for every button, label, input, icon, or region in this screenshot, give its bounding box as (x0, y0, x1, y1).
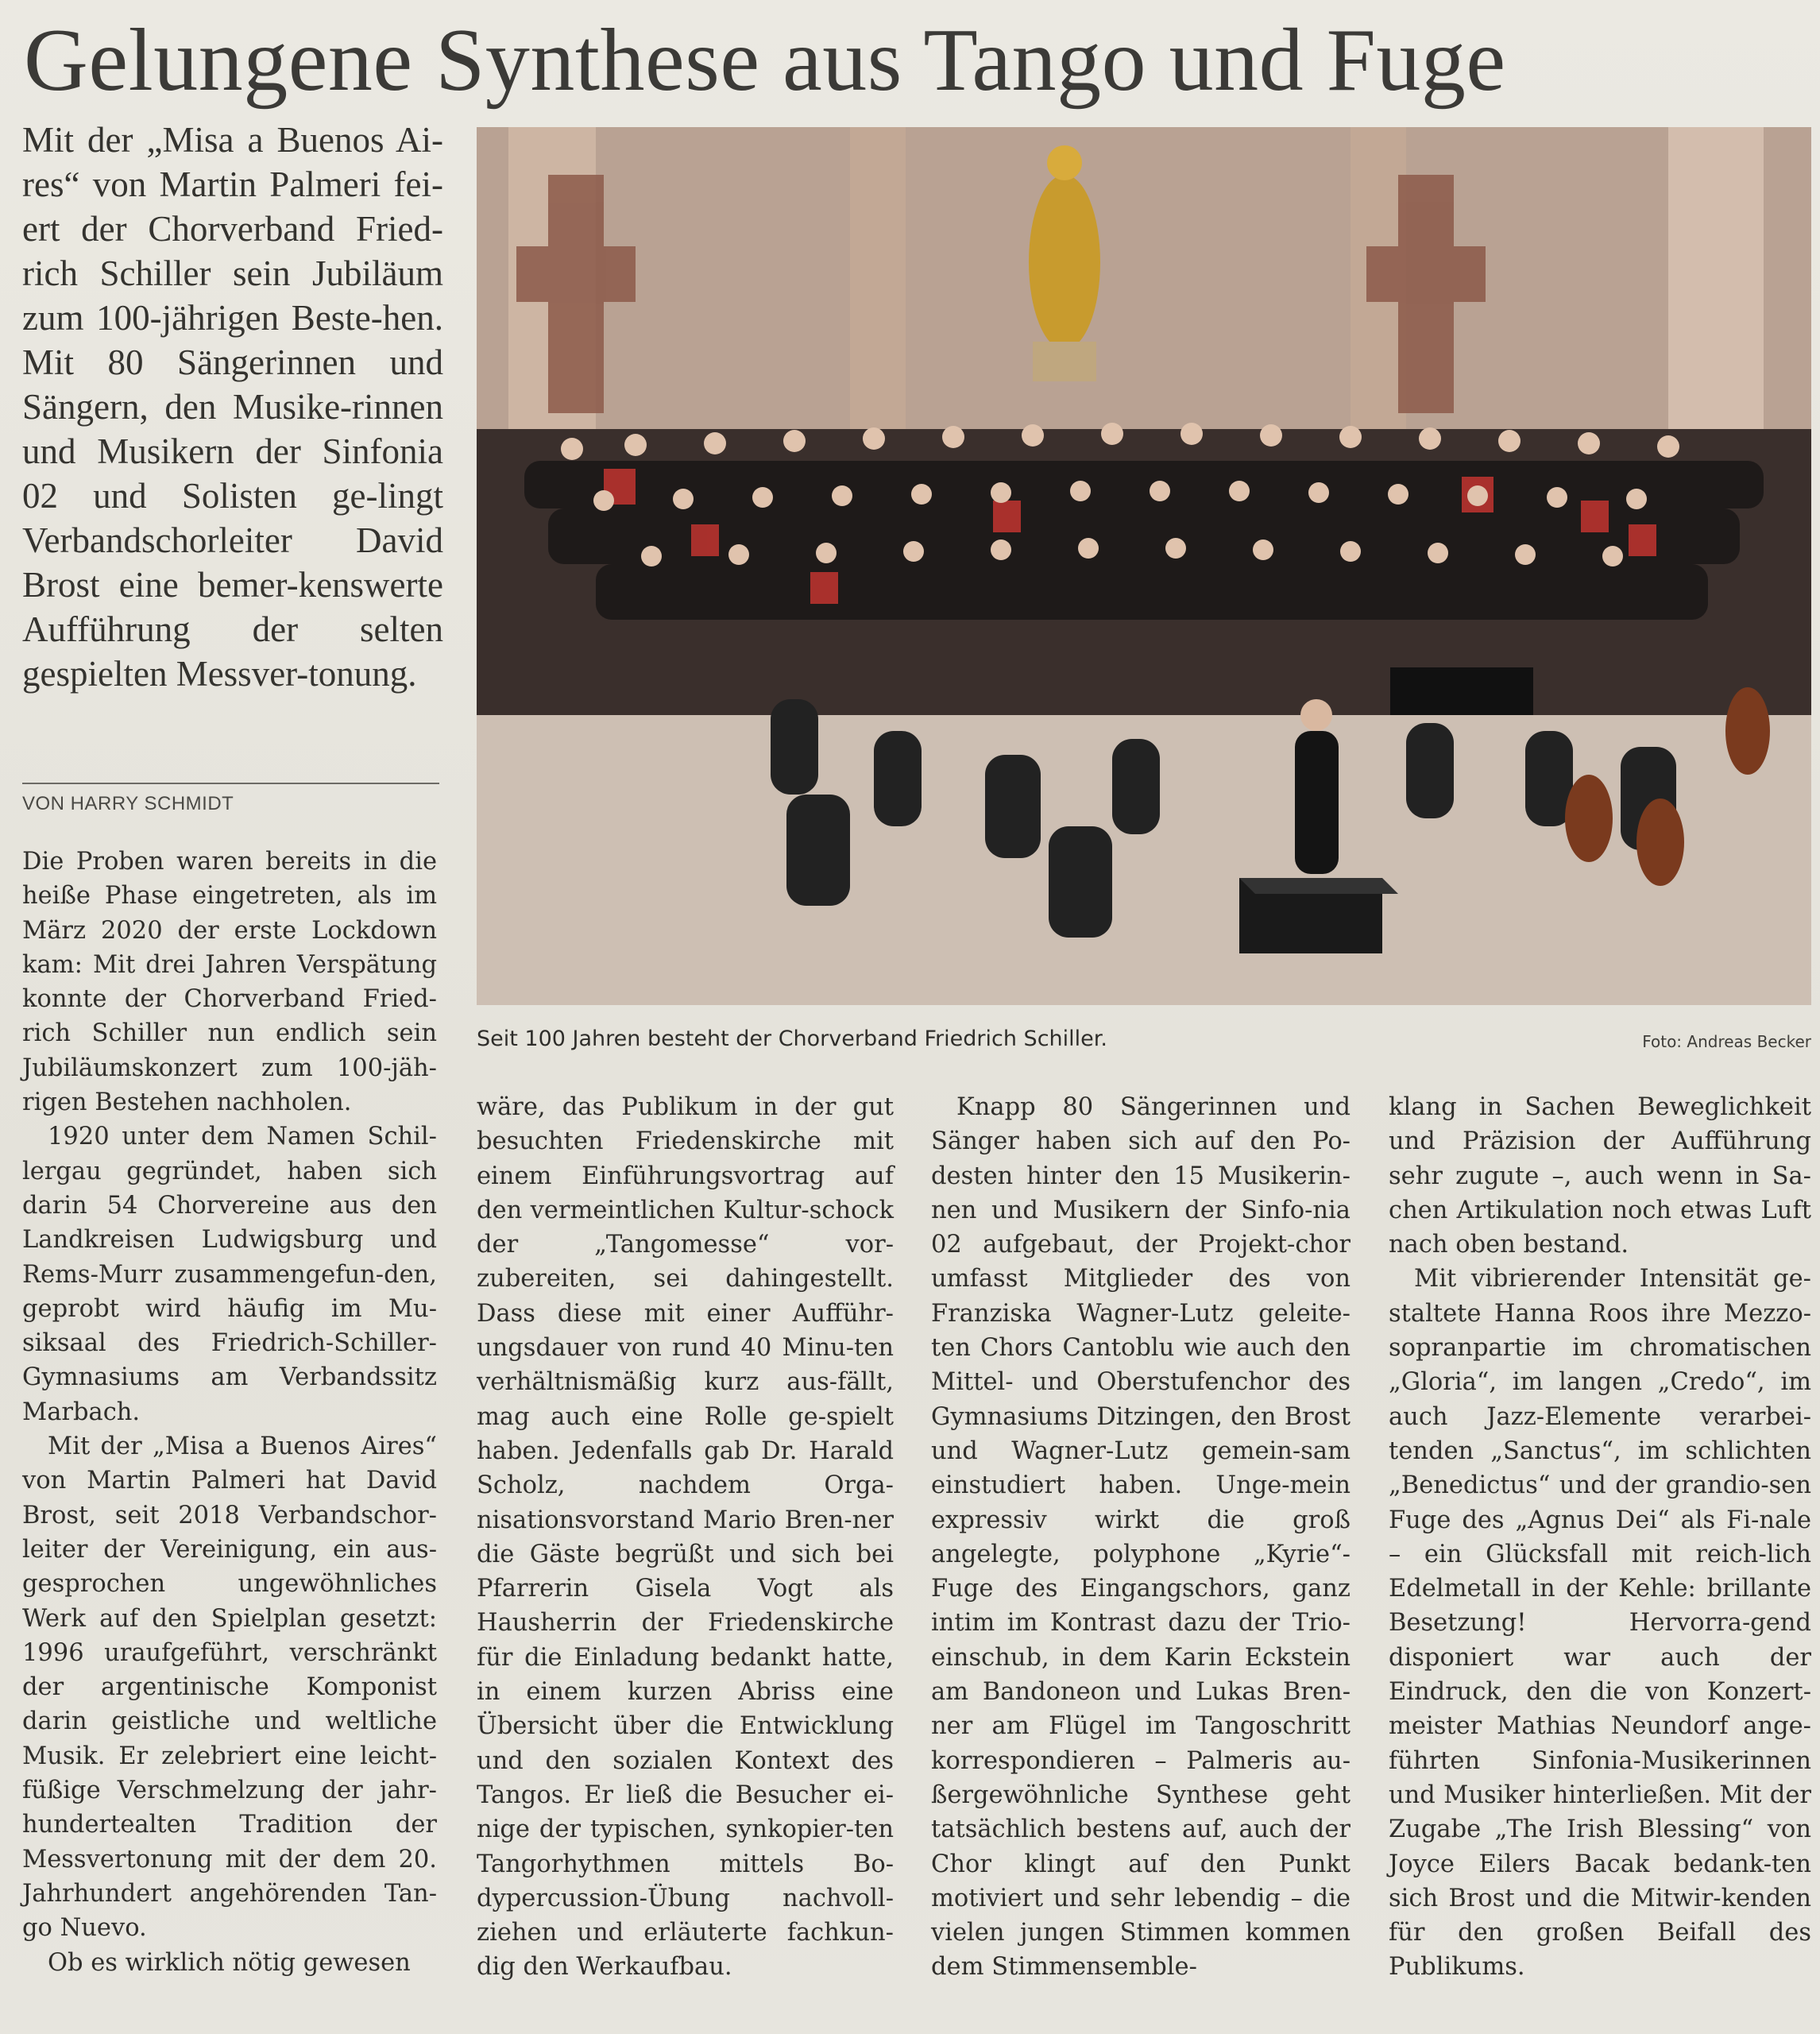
paragraph: 1920 unter dem Namen Schil-lergau gegründet, haben sich darin 54 Chorvereine aus den Landkreisen Ludwigsburg und Rems-Murr zusammengefun-den, geprobt wird häufig im Mu-siksaal des Friedrich-Schiller-Gymnasiums am Verbandssitz Marbach. (22, 1123, 437, 1426)
article-byline: VON HARRY SCHMIDT (22, 793, 234, 814)
photo-caption: Seit 100 Jahren besteht der Chorverband Friedrich Schiller. (477, 1027, 1107, 1051)
concert-photo (477, 127, 1811, 1005)
paragraph: Ob es wirklich nötig gewesen (48, 1948, 411, 1977)
article-column-2 (477, 1090, 894, 1985)
article-column-4 (1389, 1090, 1811, 1985)
paragraph: Knapp 80 Sängerinnen und Sänger haben sich auf den Po-desten hinter den 15 Musikerin-nen und Musikern der Sinfo-nia 02 aufgebaut, der Projekt-chor umfasst Mitglieder des von Franziska Wagner-Lutz geleite-ten Chors Cantoblu wie auch den Mittel- und Oberstufenchor des Gymnasiums Ditzingen, den Brost und Wagner-Lutz gemein-sam einstudiert haben. Unge-mein expressiv wirkt die groß angelegte, polyphone „Kyrie“-Fuge des Eingangschors, ganz intim im Kontrast dazu der Trio-einschub, in dem Karin Eckstein am Bandoneon und Lukas Bren-ner am Flügel im Tangoschritt korrespondieren – Palmeris au-ßergewöhnliche Synthese geht tatsächlich bestens auf, auch der Chor klingt auf den Punkt motiviert und sehr lebendig – die vielen jungen Stimmen kommen dem Stimmensemble- (931, 1093, 1351, 1982)
article-lead: Mit der „Misa a Buenos Ai-res“ von Martin Palmeri fei-ert der Chorverband Fried-rich Schiller sein Jubiläum zum 100-jährigen Beste-hen. Mit 80 Sängerinnen und Sängern, den Musike-rinnen und Musikern der Sinfonia 02 und Solisten ge-lingt Verbandschorleiter David Brost eine bemer-kenswerte Aufführung der selten gespielten Messver-tonung. (22, 120, 443, 694)
paragraph: Die Proben waren bereits in die heiße Phase eingetreten, als im März 2020 der erste Lockdown kam: Mit drei Jahren Verspätung konnte der Chorverband Fried-rich Schiller nun endlich sein Jubiläumskonzert zum 100-jäh-rigen Bestehen nachholen. (22, 848, 437, 1117)
article-headline: Gelungene Synthese aus Tango und Fuge (24, 11, 1506, 110)
concert-photo-illustration (477, 127, 1811, 1005)
article-column-1 (22, 845, 437, 1980)
photo-credit: Foto: Andreas Becker (1642, 1032, 1811, 1051)
paragraph: klang in Sachen Beweglichkeit und Präzision der Aufführung sehr zugute –, auch wenn in Sa-chen Artikulation noch etwas Luft nach oben bestand. (1389, 1093, 1811, 1259)
paragraph: Mit vibrierender Intensität ge-staltete Hanna Roos ihre Mezzo-sopranpartie im chromatischen „Gloria“, im langen „Credo“, im auch Jazz-Elemente verarbei-tenden „Sanctus“, im schlichten „Benedictus“ und der grandio-sen Fuge des „Agnus Dei“ als Fi-nale – ein Glücksfall mit reich-lich Edelmetall in der Kehle: brillante Besetzung! Hervorra-gend disponiert war auch der Eindruck, den die von Konzert-meister Mathias Neundorf ange-führten Sinfonia-Musikerinnen und Musiker hinterließen. Mit der Zugabe „The Irish Blessing“ von Joyce Eilers Bacak bedank-ten sich Brost und die Mitwir-kenden für den großen Beifall des Publikums. (1389, 1265, 1811, 1982)
byline-divider (22, 783, 439, 784)
paragraph: Mit der „Misa a Buenos Aires“ von Martin Palmeri hat David Brost, seit 2018 Verbandschor-leiter der Vereinigung, ein aus-gesprochen ungewöhnliches Werk auf den Spielplan gesetzt: 1996 uraufgeführt, verschränkt der argentinische Komponist darin geistliche und weltliche Musik. Er zelebriert eine leicht-füßige Verschmelzung der jahr-hundertealten Tradition der Messvertonung mit der dem 20. Jahrhundert angehörenden Tan-go Nuevo. (22, 1433, 437, 1943)
article-column-3 (931, 1090, 1351, 1985)
paragraph: wäre, das Publikum in der gut besuchten Friedenskirche mit einem Einführungsvortrag auf den vermeintlichen Kultur-schock der „Tangomesse“ vor-zubereiten, sei dahingestellt. Dass diese mit einer Aufführ-ungsdauer von rund 40 Minu-ten verhältnismäßig kurz aus-fällt, mag auch eine Rolle ge-spielt haben. Jedenfalls gab Dr. Harald Scholz, nachdem Orga-nisationsvorstand Mario Bren-ner die Gäste begrüßt und sich bei Pfarrerin Gisela Vogt als Hausherrin der Friedenskirche für die Einladung bedankt hatte, in einem kurzen Abriss eine Übersicht über die Entwicklung und den sozialen Kontext des Tangos. Er ließ die Besucher ei-nige der typischen, synkopier-ten Tangorhythmen mittels Bo-dypercussion-Übung nachvoll-ziehen und erläuterte fachkun-dig den Werkaufbau. (477, 1093, 894, 1982)
